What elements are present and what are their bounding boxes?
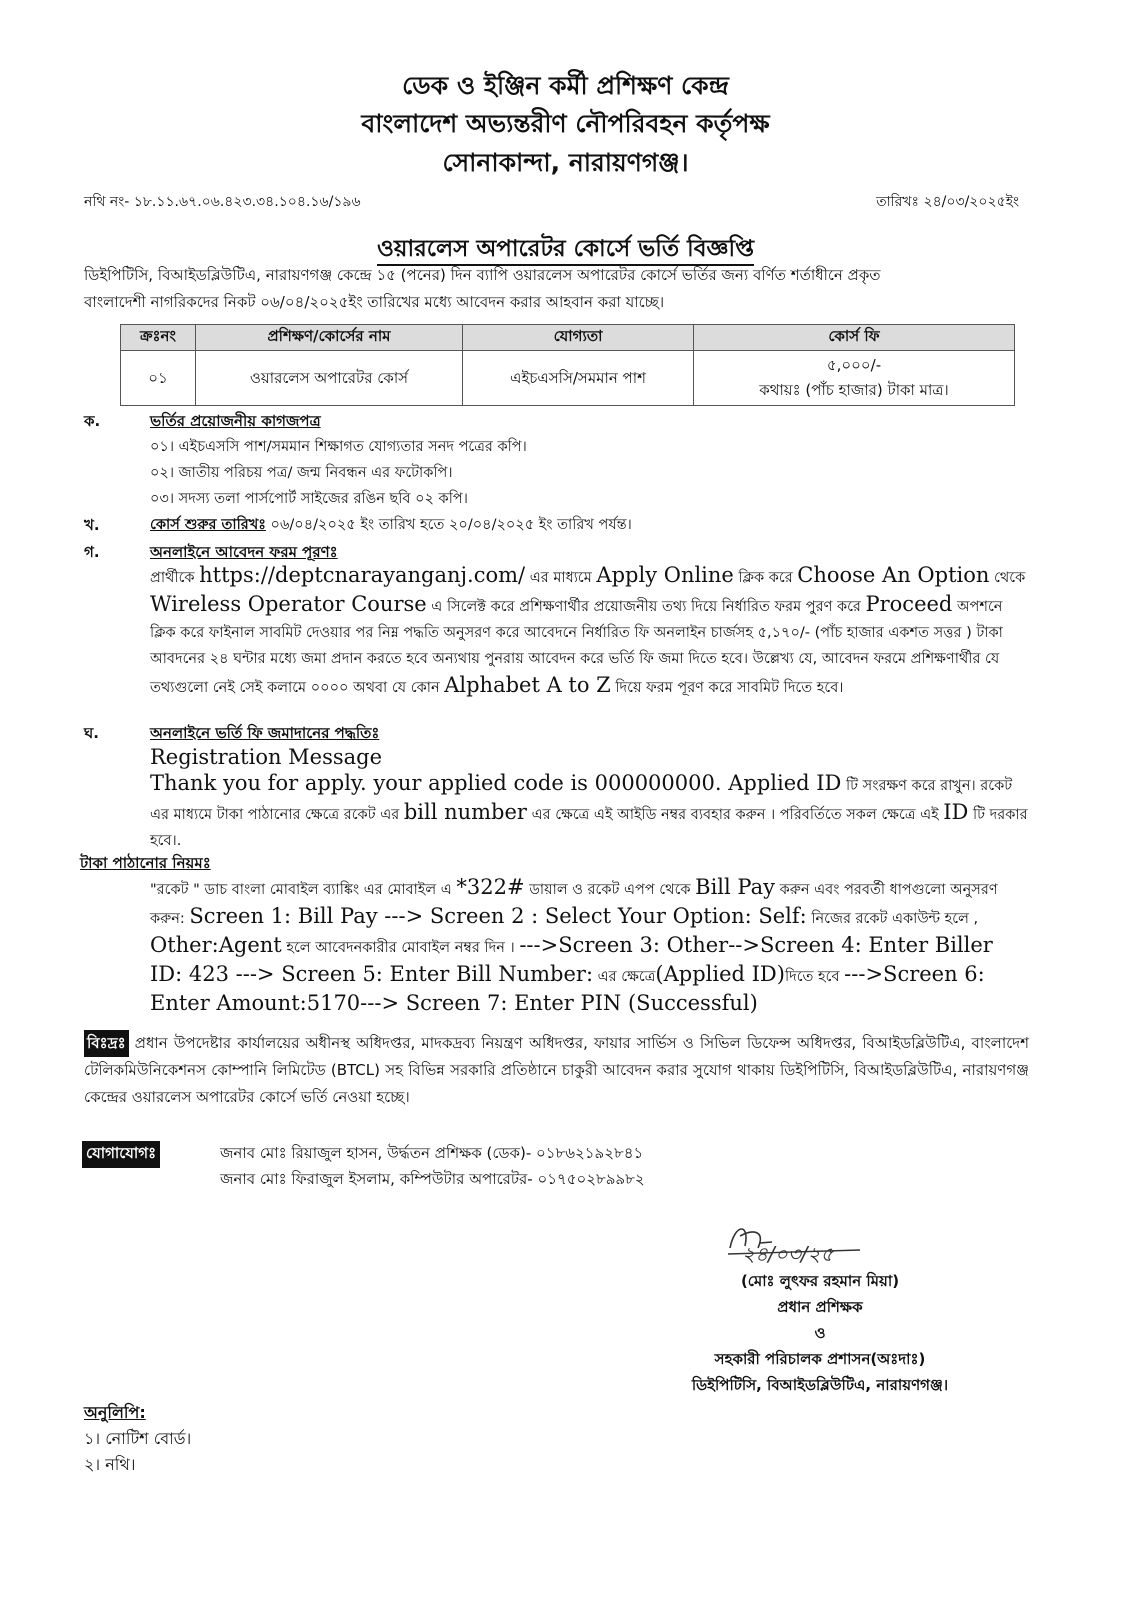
section-ka-heading: ভর্তির প্রয়োজনীয় কাগজপত্র xyxy=(150,412,321,430)
screen-steps-3: --->Screen 3: Other-->Screen 4: Enter Biller ID: 423 ---> Screen 5: Enter Bill Number: xyxy=(150,933,993,986)
copies-heading: অনুলিপি: xyxy=(84,1403,146,1422)
signatory-title-2: সহকারী পরিচালক প্রশাসন(অঃদাঃ) xyxy=(714,1350,926,1368)
screen-steps-6: --->Screen 6: Enter Amount:5170---> Screen 7: Enter PIN (Successful) xyxy=(150,962,985,1015)
file-number: নথি নং- ১৮.১১.৬৭.০৬.৪২৩.৩৪.১০৪.১৬/১৯৬ xyxy=(84,194,361,210)
fee-amount: ৫,০০০/- xyxy=(826,356,882,374)
alphabet-text: Alphabet A to Z xyxy=(444,673,611,697)
intro-line-2: বাংলাদেশী নাগরিকদের নিকট ০৬/০৪/২০২৫ইং তারিখের মধ্যে আবেদন করার আহবান করা যাচ্ছে। xyxy=(84,293,665,311)
section-gha-heading: অনলাইনে ভর্তি ফি জমাদানের পদ্ধতিঃ xyxy=(150,724,380,742)
notice-title: ওয়ারলেস অপারেটর কোর্সে ভর্তি বিজ্ঞপ্তি xyxy=(0,230,1131,269)
signatory-title-3: ডিইপিটিসি, বিআইডব্লিউটিএ, নারায়ণগঞ্জ। xyxy=(691,1376,949,1394)
section-ka-letter: ক. xyxy=(84,412,101,430)
contact-label: যোগাযোগঃ xyxy=(82,1141,160,1168)
apply-online-text: Apply Online xyxy=(596,563,734,587)
course-option-text: Wireless Operator Course xyxy=(150,592,427,616)
document-item-3: ০৩। সদস্য তলা পার্সপোর্ট সাইজের রঙিন ছবি ০২ কপি। xyxy=(150,491,468,507)
contact-2: জনাব মোঃ ফিরাজুল ইসলাম, কম্পিউটার অপারেটর- ০১৭৫০২৮৯৯৮২ xyxy=(220,1170,645,1188)
apply-url-link[interactable]: https://deptcnarayanganj.com/ xyxy=(199,563,526,587)
bill-number-text: bill number xyxy=(403,800,527,824)
contact-1: জনাব মোঃ রিয়াজুল হাসন, উর্দ্ধতন প্রশিক্ষক (ডেক)- ০১৮৬২১৯২৮৪১ xyxy=(220,1144,644,1162)
note-paragraph xyxy=(84,1030,1029,1111)
course-start-line xyxy=(150,514,632,538)
signatory-title-1: প্রধান প্রশিক্ষক xyxy=(777,1298,863,1316)
applied-id-text: (Applied ID) xyxy=(655,962,785,986)
bill-pay-text: Bill Pay xyxy=(695,875,775,899)
notice-date: তারিখঃ ২৪/০৩/২০২৫ইং xyxy=(876,194,1019,210)
col-fee: কোর্স ফি xyxy=(694,325,1015,351)
org-location: সোনাকান্দা, নারায়ণগঞ্জ। xyxy=(442,148,689,177)
id-text: ID xyxy=(943,800,969,824)
section-kha-heading: কোর্স শুরুর তারিখঃ xyxy=(150,517,266,533)
other-agent-text: Other:Agent xyxy=(150,933,282,957)
authority-name: বাংলাদেশ অভ্যন্তরীণ নৌপরিবহন কর্তৃপক্ষ xyxy=(361,109,770,138)
copy-item-1: ১। নোটিশ বোর্ড। xyxy=(84,1429,192,1448)
online-apply-paragraph: প্রার্থীকে https://deptcnarayanganj.com/ এর মাধ্যমে Apply Online ক্লিক করে Choose An Option থেকে Wireless Operator Course এ সিলেক্ট করে প্রশিক্ষণার্থীর প্রয়োজনীয় তথ্য দিয়ে নির্ধারিত ফরম পুরণ করে Proceed অপশনে ক্লিক করে ফাইনাল সাবমিট দেওয়ার পর নিম্ন পদ্ধতি অনুসরণ করে আবেদনে নির্ধারিত ফি অনলাইন চার্জসহ ৫,১৭০/- (পাঁচ হাজার একশত সত্তর ) টাকা আবদনের ২৪ ঘন্টার মধ্যে জমা প্রদান করতে হবে অন্যথায় পুনরায় আবেদন করে ভর্তি ফি জমা দিতে হবে। উল্লেখ্য যে, আবেদন ফরমে প্রশিক্ষণার্থীর যে তথ্যগুলো নেই সেই কলামে ০০০০ অথবা যে কোন Alphabet A to Z দিয়ে ফরম পূরণ করে সাবমিট দিতে হবে। xyxy=(150,563,1026,697)
money-transfer-paragraph: "রকেট " ডাচ বাংলা মোবাইল ব্যাঙ্কিং এর মোবাইল এ *322# ডায়াল ও রকেট এপপ থেকে Bill Pay করুন এবং পরবর্তী ধাপগুলো অনুসরণ করুন: Screen 1: Bill Pay ---> Screen 2 : Select Your Option: Self: নিজের রকেট একাউন্ট হলে , Other:Agent হলে আবেদনকারীর মোবাইল নম্বর দিন । --->Screen 3: Other-->Screen 4: Enter Biller ID: 423 ---> Screen 5: Enter Bill Number: এর ক্ষেত্রে(Applied ID)দিতে হবে --->Screen 6: Enter Amount:5170---> Screen 7: Enter PIN (Successful) xyxy=(150,875,998,1015)
col-course: প্রশিক্ষণ/কোর্সের নাম xyxy=(196,325,463,351)
registration-paragraph: Registration Message Thank you for apply. your applied code is 000000000. Applied ID টি সংরক্ষণ করে রাখুন। রকেট এর মাধ্যমে টাকা পাঠানোর ক্ষেত্রে রকেট এর bill number এর ক্ষেত্রে এই আইডি নম্বর ব্যবহার করুন । পরিবর্তিতে সকল ক্ষেত্রে এই ID টি দরকার হবে।. xyxy=(150,744,1030,854)
intro-line-1: ডিইপিটিসি, বিআইডব্লিউটিএ, নারায়ণগঞ্জ কেন্দ্রে ১৫ (পনের) দিন ব্যাপি ওয়ারলেস অপারেটর কোর্সে ভর্তির জন্য বর্ণিত শর্তাধীনে প্রকৃত xyxy=(84,266,881,284)
table-header-row xyxy=(121,325,1015,351)
document-item-2: ০২। জাতীয় পরিচয় পত্র/ জন্ম নিবন্ধন এর ফটোকপি। xyxy=(150,465,453,481)
section-gha-letter: ঘ. xyxy=(84,724,99,742)
note-tag: বিঃদ্রঃ xyxy=(84,1030,129,1057)
signature-date: ২৪/০৩/২৫ xyxy=(742,1242,834,1266)
proceed-text: Proceed xyxy=(865,592,953,616)
cell-fee xyxy=(694,351,1015,406)
document-item-1: ০১। এইচএসসি পাশ/সমমান শিক্ষাগত যোগ্যতার সনদ পত্রের কপি। xyxy=(150,439,527,455)
section-kha-letter: খ. xyxy=(84,516,100,534)
note-text: প্রধান উপদেষ্টার কার্যালয়ের অধীনস্থ অধিদপ্তর, মাদকদ্রব্য নিয়ন্ত্রণ অধিদপ্তর, ফায়ার সার্ভিস ও সিভিল ডিফেন্স অধিদপ্তর, বিআইডব্লিউটিএ, বাংলাদেশ টেলিকমিউনিকেশনস কোম্পানি লিমিটেড (BTCL) সহ বিভিন্ন সরকারি প্রতিষ্ঠানে চাকুরী আবেদন করার সুযোগ থাকায় ডিইপিটিসি, বিআইডব্লিউটিএ, নারায়ণগঞ্জ কেন্দ্রের ওয়ারলেস অপারেটর কোর্সে ভর্তি নেওয়া হচ্ছে। xyxy=(84,1034,1029,1106)
section-ga-heading: অনলাইনে আবেদন ফরম পূরণঃ xyxy=(150,543,338,561)
col-sl: ক্রঃনং xyxy=(121,325,196,351)
signatory-name: (মোঃ লুৎফর রহমান মিয়া) xyxy=(740,1272,900,1290)
copy-item-2: ২। নথি। xyxy=(84,1455,136,1474)
choose-option-text: Choose An Option xyxy=(797,563,990,587)
table-row xyxy=(121,351,1015,406)
registration-message-label: Registration Message xyxy=(150,745,383,769)
fee-in-words: কথায়ঃ (পাঁচ হাজার) টাকা মাত্র। xyxy=(759,381,949,399)
org-name: ডেক ও ইঞ্জিন কর্মী প্রশিক্ষণ কেন্দ্র xyxy=(402,71,729,100)
thank-you-message: Thank you for apply. your applied code is 000000000. Applied ID xyxy=(150,771,842,795)
money-transfer-heading: টাকা পাঠানোর নিয়মঃ xyxy=(80,854,211,872)
col-qualification: যোগ্যতা xyxy=(463,325,694,351)
cell-qualification: এইচএসসি/সমমান পাশ xyxy=(463,351,694,406)
signatory-and: ও xyxy=(814,1324,826,1342)
screen-steps-1: Screen 1: Bill Pay ---> Screen 2 : Select Your Option: Self: xyxy=(189,904,807,928)
dial-code: *322# xyxy=(456,875,525,899)
section-ga-letter: গ. xyxy=(84,543,100,561)
cell-course: ওয়ারলেস অপারেটর কোর্স xyxy=(196,351,463,406)
course-table xyxy=(120,324,1015,406)
cell-sl: ০১ xyxy=(121,351,196,406)
course-start-dates: ০৬/০৪/২০২৫ ইং তারিখ হতে ২০/০৪/২০২৫ ইং তারিখ পর্যন্ত। xyxy=(265,517,632,533)
